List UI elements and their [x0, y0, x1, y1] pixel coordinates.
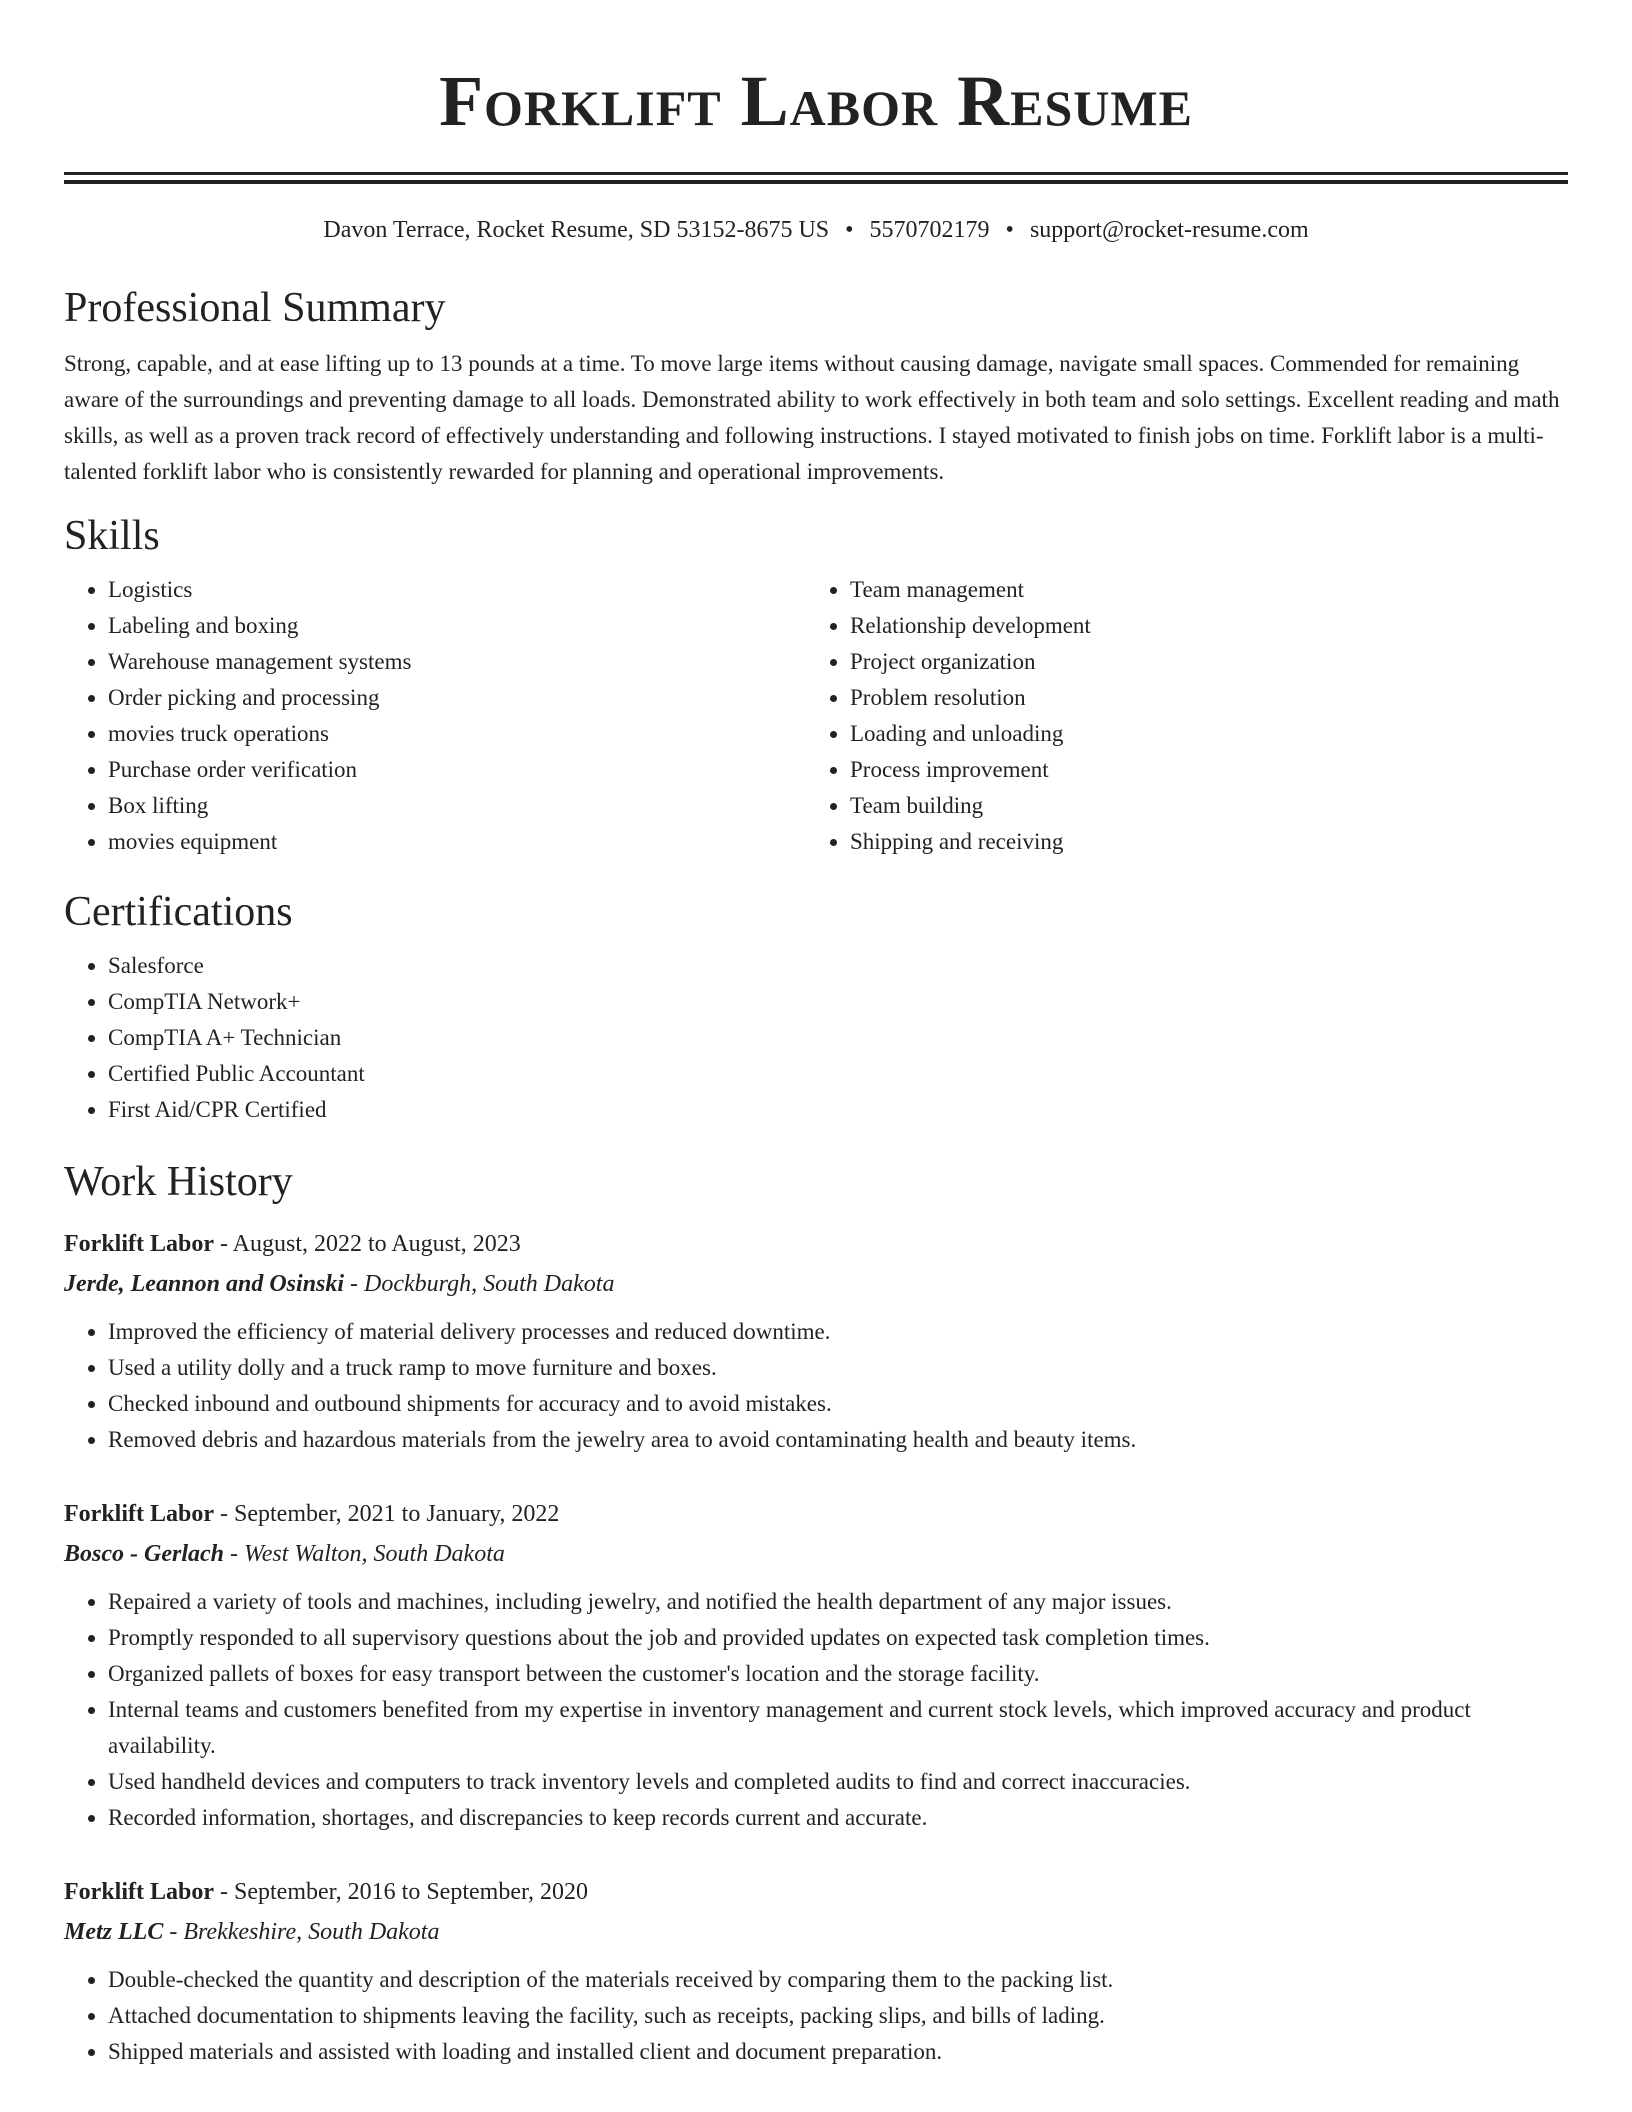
- job-bullets: [64, 1584, 1568, 1836]
- certification-item: • Certified Public Accountant: [108, 1056, 1568, 1092]
- contact-separator: •: [1005, 217, 1014, 243]
- job-bullet: • Repaired a variety of tools and machines, including jewelry, and notified the health department of any major issues.: [108, 1584, 1568, 1620]
- summary-section: [64, 282, 1568, 490]
- contact-email: support@rocket-resume.com: [1029, 217, 1309, 243]
- skills-columns: [64, 572, 1568, 860]
- skill-item: • Loading and unloading: [850, 716, 1548, 752]
- contact-phone: 5570702179: [869, 217, 990, 243]
- job-bullet: • Checked inbound and outbound shipments for accuracy and to avoid mistakes.: [108, 1386, 1568, 1422]
- job-location: - Dockburgh, South Dakota: [350, 1271, 615, 1297]
- skill-item: • Relationship development: [850, 608, 1548, 644]
- job-employer-line: [64, 1912, 1568, 1952]
- skill-item: • Shipping and receiving: [850, 824, 1548, 860]
- job-employer-line: [64, 1534, 1568, 1574]
- job-dates: - August, 2022 to August, 2023: [220, 1231, 521, 1257]
- certifications-list: [64, 948, 1568, 1128]
- skill-item: • Box lifting: [108, 788, 806, 824]
- skill-item: • movies truck operations: [108, 716, 806, 752]
- skills-heading: Skills: [64, 513, 160, 559]
- job-dates: - September, 2021 to January, 2022: [220, 1501, 560, 1527]
- skill-item: • Process improvement: [850, 752, 1548, 788]
- job-header: [64, 1494, 1568, 1534]
- skill-item: • Purchase order verification: [108, 752, 806, 788]
- job-bullet: • Improved the efficiency of material delivery processes and reduced downtime.: [108, 1314, 1568, 1350]
- contact-line: [64, 214, 1568, 246]
- job-bullet: • Organized pallets of boxes for easy transport between the customer's location and the storage facility.: [108, 1656, 1568, 1692]
- skill-item: • Problem resolution: [850, 680, 1548, 716]
- contact-address: Davon Terrace, Rocket Resume, SD 53152-8675 US: [323, 217, 830, 243]
- job-title: Forklift Labor: [64, 1231, 214, 1257]
- certification-item: • CompTIA A+ Technician: [108, 1020, 1568, 1056]
- job-employer: Jerde, Leannon and Osinski: [64, 1271, 345, 1297]
- skills-list-right: [806, 572, 1548, 860]
- job-employer: Metz LLC: [64, 1919, 164, 1945]
- job-bullet: • Recorded information, shortages, and discrepancies to keep records current and accurate.: [108, 1800, 1568, 1836]
- job-location: - Brekkeshire, South Dakota: [169, 1919, 440, 1945]
- title-divider-thin: [64, 172, 1568, 175]
- job-bullet: • Double-checked the quantity and description of the materials received by comparing them to the packing list.: [108, 1962, 1568, 1998]
- skill-item: • Warehouse management systems: [108, 644, 806, 680]
- skills-column-right: [806, 572, 1548, 860]
- title-divider-thick: [64, 180, 1568, 184]
- certification-item: • CompTIA Network+: [108, 984, 1568, 1020]
- job-employer: Bosco - Gerlach: [64, 1541, 224, 1567]
- job-bullets: [64, 1962, 1568, 2070]
- skills-list-left: [64, 572, 806, 860]
- job-entry: [64, 1224, 1568, 1458]
- summary-text: Strong, capable, and at ease lifting up to 13 pounds at a time. To move large items without causing damage, navigate small spaces. Commended for remaining aware of the surroundings and preventing damage to all loads. Demonstrated ability to work effectively in both team and solo settings. Excellent reading and math skills, as well as a proven track record of effectively understanding and following instructions. I stayed motivated to finish jobs on time. Forklift labor is a multi-talented forklift labor who is consistently rewarded for planning and operational improvements.: [64, 351, 1560, 484]
- skill-item: • Project organization: [850, 644, 1548, 680]
- certifications-section: [64, 886, 1568, 1128]
- job-header: [64, 1872, 1568, 1912]
- job-entry: [64, 1494, 1568, 1836]
- job-employer-line: [64, 1264, 1568, 1304]
- job-bullet: • Attached documentation to shipments leaving the facility, such as receipts, packing slips, and bills of lading.: [108, 1998, 1568, 2034]
- job-bullet: • Shipped materials and assisted with loading and installed client and document preparation.: [108, 2034, 1568, 2070]
- skills-column-left: [64, 572, 806, 860]
- job-bullets: [64, 1314, 1568, 1458]
- contact-separator: •: [845, 217, 854, 243]
- job-bullet: • Used a utility dolly and a truck ramp to move furniture and boxes.: [108, 1350, 1568, 1386]
- work-history-section: [64, 1156, 1568, 2070]
- job-title: Forklift Labor: [64, 1879, 214, 1905]
- job-title: Forklift Labor: [64, 1501, 214, 1527]
- job-bullet: • Internal teams and customers benefited from my expertise in inventory management and current stock levels, which improved accuracy and product availability.: [108, 1692, 1568, 1764]
- job-location: - West Walton, South Dakota: [229, 1541, 505, 1567]
- job-entry: [64, 1872, 1568, 2070]
- job-list: [64, 1224, 1568, 2070]
- job-bullet: • Removed debris and hazardous materials from the jewelry area to avoid contaminating health and beauty items.: [108, 1422, 1568, 1458]
- certifications-heading: Certifications: [64, 889, 293, 935]
- skill-item: • Order picking and processing: [108, 680, 806, 716]
- skill-item: • Labeling and boxing: [108, 608, 806, 644]
- job-header: [64, 1224, 1568, 1264]
- skill-item: • Logistics: [108, 572, 806, 608]
- resume-title: Forklift Labor Resume: [439, 61, 1193, 141]
- skill-item: • Team building: [850, 788, 1548, 824]
- work-history-heading: Work History: [64, 1159, 293, 1205]
- certification-item: • Salesforce: [108, 948, 1568, 984]
- skill-item: • Team management: [850, 572, 1548, 608]
- summary-heading: Professional Summary: [64, 285, 446, 331]
- skill-item: • movies equipment: [108, 824, 806, 860]
- job-bullet: • Used handheld devices and computers to track inventory levels and completed audits to find and correct inaccuracies.: [108, 1764, 1568, 1800]
- job-dates: - September, 2016 to September, 2020: [220, 1879, 589, 1905]
- skills-section: [64, 510, 1568, 860]
- certification-item: • First Aid/CPR Certified: [108, 1092, 1568, 1128]
- job-bullet: • Promptly responded to all supervisory questions about the job and provided updates on expected task completion times.: [108, 1620, 1568, 1656]
